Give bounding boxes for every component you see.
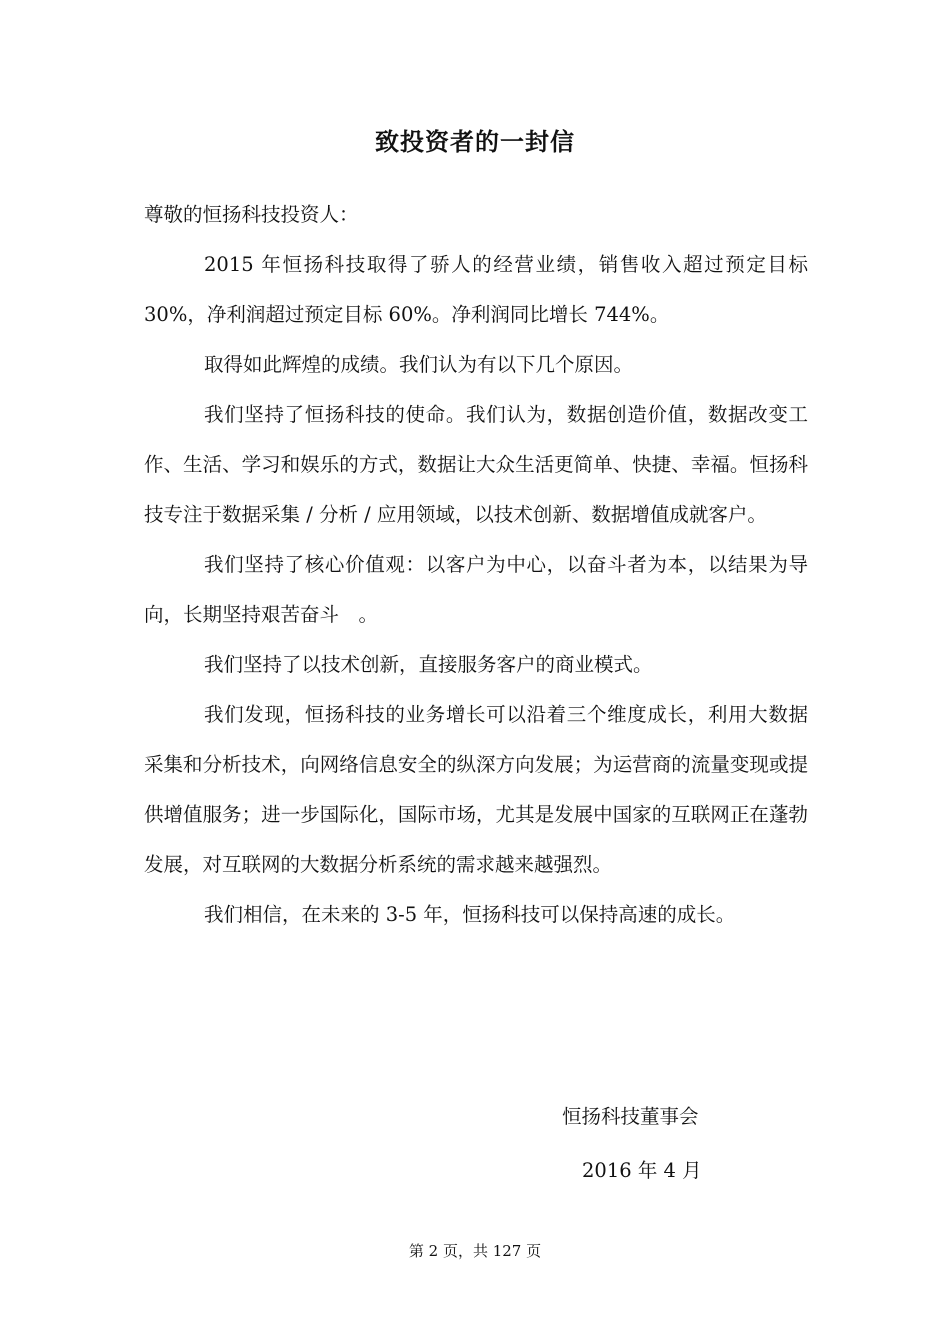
signature: 恒扬科技董事会: [562, 1105, 699, 1128]
page-number: 第 2 页，共 127 页: [408, 1242, 542, 1260]
signature-block: [562, 1092, 702, 1196]
salutation: 尊敬的恒扬科技投资人：: [144, 203, 359, 226]
paragraph-growth: 我们发现，恒扬科技的业务增长可以沿着三个维度成长，利用大数据采集和分析技术，向网络信息安全的纵深方向发展；为运营商的流量变现或提供增值服务；进一步国际化，国际市场，尤其是发展中国家的互联网正在蓬勃发展，对互联网的大数据分析系统的需求越来越强烈。: [144, 703, 808, 876]
paragraph-mission: 我们坚持了恒扬科技的使命。我们认为，数据创造价值，数据改变工作、生活、学习和娱乐的方式，数据让大众生活更简单、快捷、幸福。恒扬科技专注于数据采集 / 分析 / 应用领域，以技术创新、数据增值成就客户。: [144, 403, 808, 526]
letter-title: 致投资者的一封信: [375, 127, 575, 156]
paragraph-reasons-intro: 取得如此辉煌的成绩。我们认为有以下几个原因。: [204, 353, 634, 376]
letter-body: [144, 190, 808, 940]
paragraph-performance: 2015 年恒扬科技取得了骄人的经营业绩，销售收入超过预定目标 30%，净利润超过预定目标 60%。净利润同比增长 744%。: [144, 253, 808, 326]
paragraph-values: 我们坚持了核心价值观：以客户为中心，以奋斗者为本，以结果为导向，长期坚持艰苦奋斗 。: [144, 553, 808, 626]
paragraph-outlook: 我们相信，在未来的 3-5 年，恒扬科技可以保持高速的成长。: [204, 903, 736, 926]
letter-date: 2016 年 4 月: [582, 1159, 702, 1182]
paragraph-business-model: 我们坚持了以技术创新，直接服务客户的商业模式。: [204, 653, 653, 676]
